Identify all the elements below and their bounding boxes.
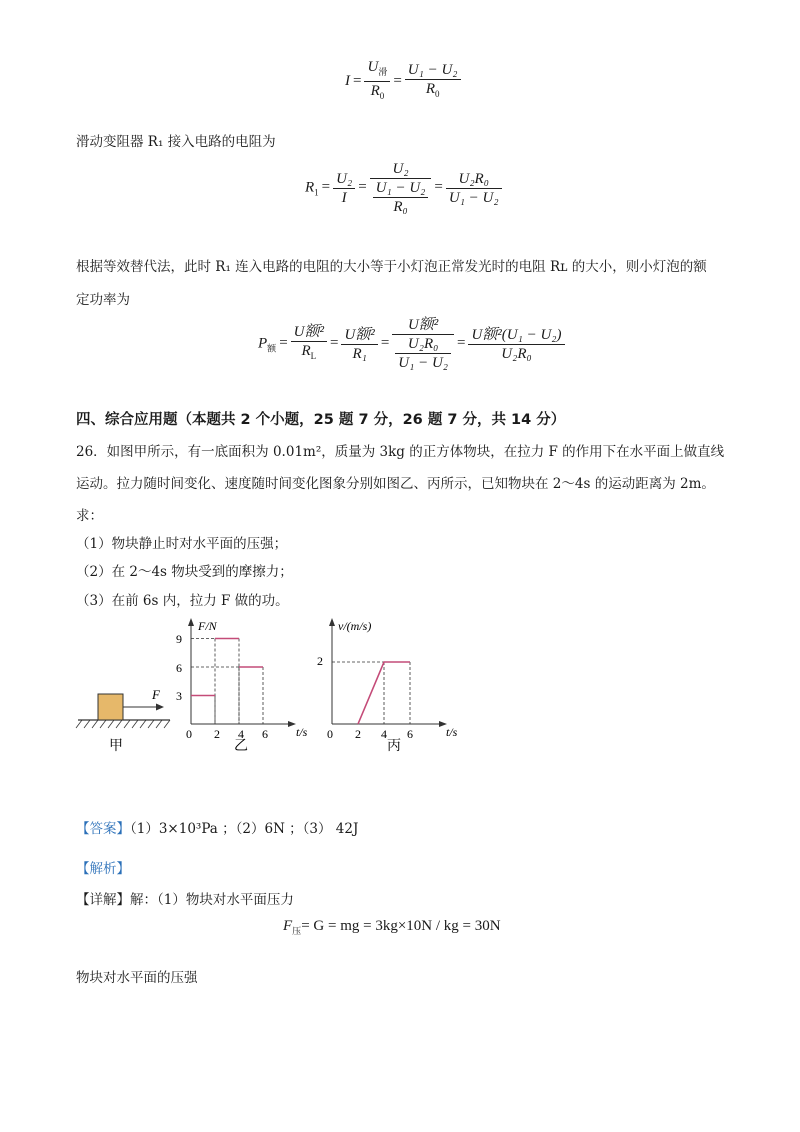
fraction: $\frac{\text{U₁ − U₂}}{R_0}$ xyxy=(405,61,461,103)
fraction: $\frac{\text{U额²(U₁ − U₂)}}{\text{U₂R₀}}$ xyxy=(468,326,564,363)
y-axis-arrow xyxy=(329,618,335,626)
formula-resistance: $R_1$ = $\frac{\text{U₂}}{I}$ = $\frac{\text{U₂}}{\frac{\text{U₁ − U₂}}{\text{R₀}}}$ = $\frac{\text{U₂R₀}}{\text{U₁ − U₂}}$ xyxy=(305,160,502,216)
rheostat-line: 滑动变阻器 R₁ 接入电路的电阻为 xyxy=(76,134,276,150)
detail-row xyxy=(76,890,294,910)
figure-jia xyxy=(76,687,170,754)
formula-current: I = $\frac{U_滑}{R_0}$ = $\frac{\text{U₁ − U₂}}{R_0}$ xyxy=(345,58,461,105)
formula-lhs: I xyxy=(345,72,350,89)
x-tick-label: 0 xyxy=(327,727,333,741)
equiv-line-1: 根据等效替代法，此时 R₁ 连入电路的电阻的大小等于小灯泡正常发光时的电阻 Rʟ 的大小，则小灯泡的额 xyxy=(76,259,707,275)
x-tick-label: 6 xyxy=(262,727,268,741)
complex-fraction: $\frac{\text{U₂}}{\frac{\text{U₁ − U₂}}{\text{R₀}}}$ xyxy=(370,160,432,216)
caption-bing: 丙 xyxy=(387,739,401,754)
x-tick-label: 4 xyxy=(381,727,387,741)
formula-power: $P_额$ = $\frac{\text{U额²}}{R_L}$ = $\frac{\text{U额²}}{\text{R₁}}$ = $\frac{\text{U额²}}{\frac{\text{U₂R₀}}{\text{U₁ − U₂}}}$ = $\frac{\text{U额²(U₁ − U₂)}}{\text{U₂R₀}}$ xyxy=(258,316,565,372)
graph-bing xyxy=(317,618,458,754)
y-axis-label: v/(m/s) xyxy=(338,619,372,633)
force-label: F xyxy=(152,687,160,702)
x-tick-label: 4 xyxy=(238,727,244,741)
q26-sub-2: （2）在 2～4s 物块受到的摩擦力； xyxy=(76,564,293,580)
q26-line-3: 求： xyxy=(76,508,103,524)
formula-pressure-force: $F_压= G$ = mg = 3kg×10N / kg = 30N xyxy=(283,918,501,936)
x-tick-label: 2 xyxy=(355,727,361,741)
block-square xyxy=(98,694,123,720)
y-tick-label: 3 xyxy=(176,689,182,703)
y-tick-label: 9 xyxy=(176,632,182,646)
x-tick-label: 6 xyxy=(407,727,413,741)
caption-jia: 甲 xyxy=(109,739,123,754)
y-tick-label: 2 xyxy=(317,654,323,668)
x-axis-label: t/s xyxy=(296,725,308,739)
fraction: $\frac{U_滑}{R_0}$ xyxy=(364,58,390,105)
y-axis-label: F/N xyxy=(198,619,217,633)
q26-line-2: 运动。拉力随时间变化、速度随时间变化图象分别如图乙、丙所示，已知物块在 2～4s 的运动距离为 2m。 xyxy=(76,476,715,492)
fraction: $\frac{\text{U₂R₀}}{\text{U₁ − U₂}}$ xyxy=(446,170,502,207)
force-arrow-head xyxy=(156,704,164,711)
analysis-tag: 【解析】 xyxy=(76,861,130,877)
x-tick-label: 0 xyxy=(186,727,192,741)
fraction: $\frac{\text{U额²}}{R_L}$ xyxy=(291,323,327,365)
fraction: $\frac{\text{U₂}}{I}$ xyxy=(333,170,355,207)
caption-yi: 乙 xyxy=(234,739,248,754)
graph-yi xyxy=(176,618,308,754)
x-tick-label: 2 xyxy=(214,727,220,741)
q26-line-1: 26．如图甲所示，有一底面积为 0.01m²，质量为 3kg 的正方体物块，在拉力 F 的作用下在水平面上做直线 xyxy=(76,444,725,460)
section-heading: 四、综合应用题（本题共 2 个小题，25 题 7 分，26 题 7 分，共 14 分） xyxy=(76,412,566,428)
y-axis-arrow xyxy=(188,618,194,626)
q26-sub-3: （3）在前 6s 内，拉力 F 做的功。 xyxy=(76,593,289,609)
detail-tag: 【详解】 xyxy=(76,892,130,908)
figure-diagrams xyxy=(60,612,480,762)
equiv-line-2: 定功率为 xyxy=(76,292,130,308)
complex-fraction: $\frac{\text{U额²}}{\frac{\text{U₂R₀}}{\text{U₁ − U₂}}}$ xyxy=(392,316,454,372)
detail-text: 解：（1）物块对水平面压力 xyxy=(130,892,294,908)
answer-row xyxy=(76,819,358,839)
q26-sub-1: （1）物块静止时对水平面的压强； xyxy=(76,536,288,552)
answer-text: （1）3×10³Pa ；（2）6N ；（3） 42J xyxy=(130,821,359,837)
x-axis-label: t/s xyxy=(446,725,458,739)
x-axis-arrow xyxy=(288,721,296,727)
y-tick-label: 6 xyxy=(176,661,182,675)
ground-hatch xyxy=(76,720,170,728)
fraction: $\frac{\text{U额²}}{\text{R₁}}$ xyxy=(341,326,377,363)
pressure-line: 物块对水平面的压强 xyxy=(76,970,198,986)
answer-tag: 【答案】 xyxy=(76,821,130,837)
